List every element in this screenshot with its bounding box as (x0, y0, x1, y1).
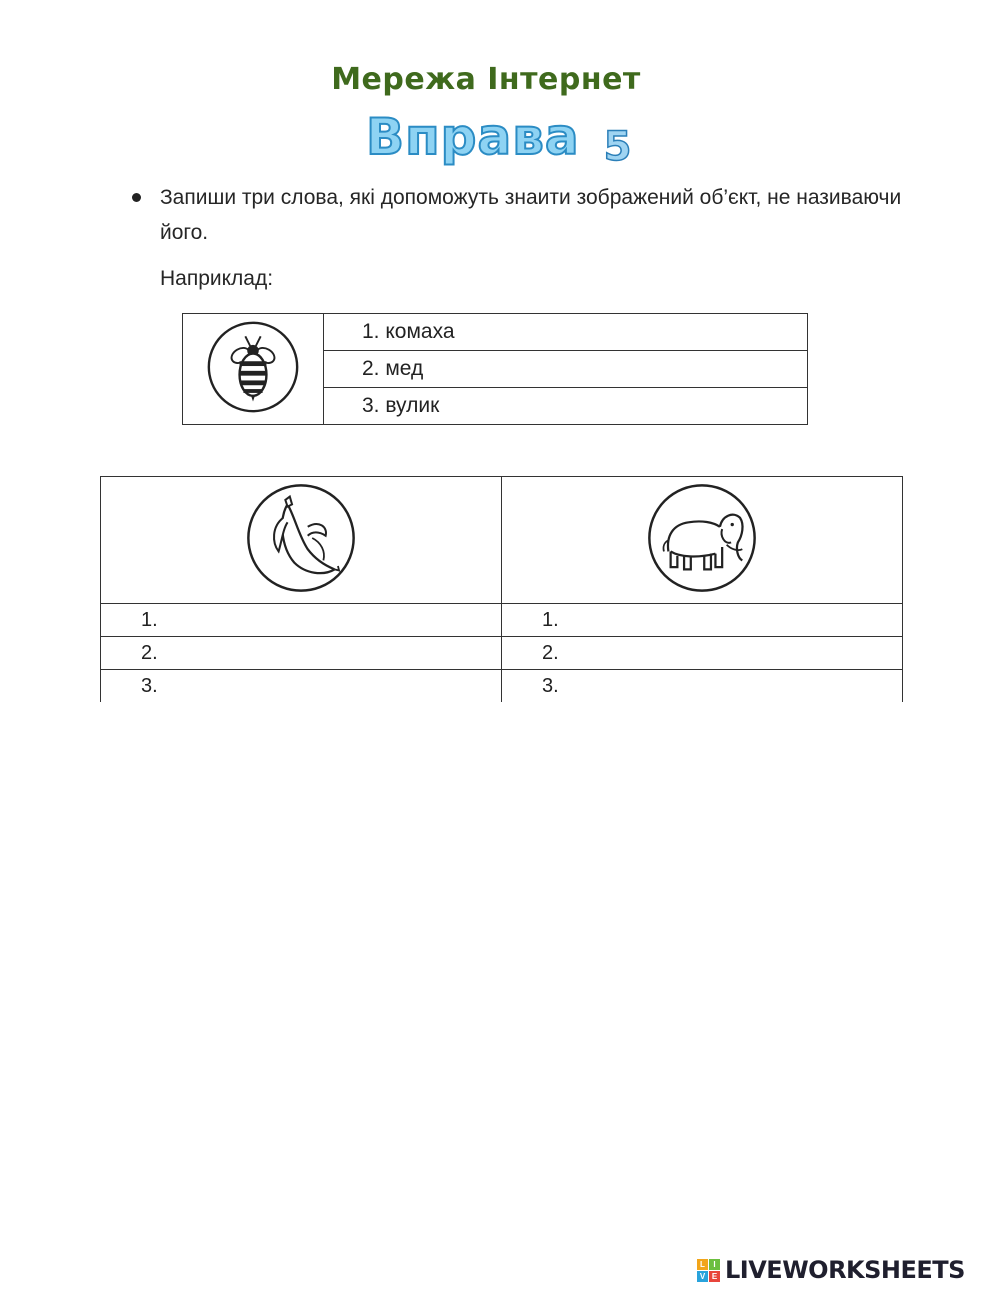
instruction-text: Запиши три слова, які допоможуть знаити зображений об’єкт, не називаючи його. (160, 186, 902, 244)
example-word-1: 1. комаха (324, 314, 808, 351)
example-picture-cell (183, 314, 324, 425)
logo-squares-icon (697, 1259, 720, 1282)
elephant-row-1[interactable]: 1. (502, 604, 903, 637)
logo-letter-v: V (697, 1271, 708, 1282)
example-word-3: 3. вулик (324, 388, 808, 425)
example-table (182, 313, 808, 425)
elephant-row-2[interactable]: 2. (502, 637, 903, 670)
bee-icon (205, 319, 301, 415)
exercise-word: Вправа (366, 108, 580, 166)
logo-letter-l: L (697, 1259, 708, 1270)
elephant-icon (646, 482, 758, 594)
banana-row-1[interactable]: 1. (101, 604, 502, 637)
bullet-dot (132, 193, 141, 202)
elephant-picture-cell (502, 477, 903, 604)
page-title: Мережа Інтернет (331, 62, 641, 97)
example-label: Наприклад: (160, 267, 274, 290)
logo-text: LIVEWORKSHEETS (725, 1256, 965, 1284)
banana-picture-cell (101, 477, 502, 604)
exercise-heading (366, 108, 631, 188)
elephant-row-3[interactable]: 3. (502, 670, 903, 703)
example-word-2: 2. мед (324, 351, 808, 388)
exercise-number: 5 (603, 124, 632, 170)
banana-row-3[interactable]: 3. (101, 670, 502, 703)
liveworksheets-logo[interactable] (697, 1253, 965, 1287)
logo-letter-e: E (709, 1271, 720, 1282)
logo-letter-i: I (709, 1259, 720, 1270)
banana-icon (245, 482, 357, 594)
task-table (100, 476, 903, 702)
banana-row-2[interactable]: 2. (101, 637, 502, 670)
